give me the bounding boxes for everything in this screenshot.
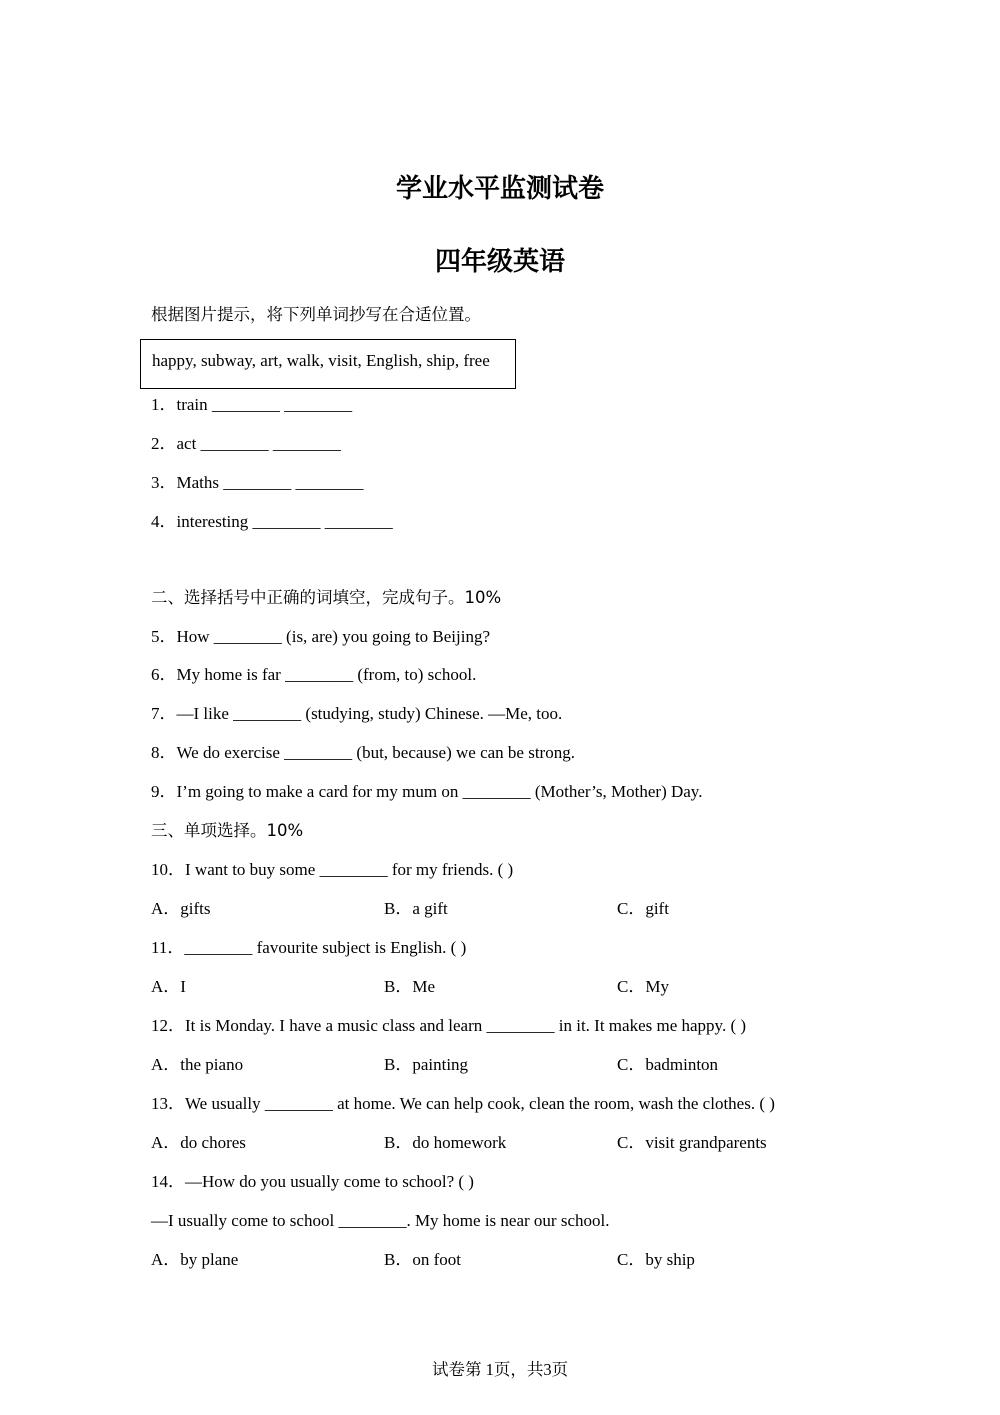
page-subtitle: 四年级英语: [434, 247, 565, 277]
page-title: 学业水平监测试卷: [395, 174, 604, 204]
question-12-option-c: C．badminton: [617, 1055, 719, 1074]
question-13-stem: 13．We usually ________ at home. We can help cook, clean the room, wash the clothes. ( ): [151, 1094, 775, 1113]
question-2: 2．act ________ ________: [151, 434, 341, 453]
word-bank-text: happy, subway, art, walk, visit, English, ship, free: [152, 351, 490, 370]
question-13-option-b: B．do homework: [384, 1133, 507, 1152]
question-14-stem: 14．—How do you usually come to school? ( ): [151, 1172, 474, 1191]
question-4: 4．interesting ________ ________: [151, 512, 393, 531]
page-number-footer: 试卷第 1页，共3页: [431, 1360, 569, 1379]
question-14-option-b: B．on foot: [384, 1250, 461, 1269]
question-8: 8．We do exercise ________ (but, because) we can be strong.: [151, 743, 575, 762]
question-6: 6．My home is far ________ (from, to) school.: [151, 665, 477, 684]
question-14-stem-reply: —I usually come to school ________. My home is near our school.: [151, 1211, 610, 1230]
question-12-option-b: B．painting: [384, 1055, 469, 1074]
question-10-option-a: A．gifts: [151, 899, 211, 918]
question-7: 7．—I like ________ (studying, study) Chinese. —Me, too.: [151, 704, 563, 723]
question-5: 5．How ________ (is, are) you going to Beijing?: [151, 627, 491, 646]
question-10-stem: 10．I want to buy some ________ for my friends. ( ): [151, 860, 514, 879]
section1-instruction: 根据图片提示，将下列单词抄写在合适位置。: [151, 305, 481, 324]
question-14-option-a: A．by plane: [151, 1250, 239, 1269]
question-11-stem: 11．________ favourite subject is English. ( ): [151, 938, 467, 957]
section2-heading: 二、选择括号中正确的词填空，完成句子。10%: [151, 588, 502, 607]
question-10-option-b: B．a gift: [384, 899, 448, 918]
question-13-option-a: A．do chores: [151, 1133, 246, 1152]
question-12-stem: 12．It is Monday. I have a music class and learn ________ in it. It makes me happy. ( ): [151, 1016, 747, 1035]
question-11-option-c: C．My: [617, 977, 669, 996]
question-9: 9．I’m going to make a card for my mum on ________ (Mother’s, Mother) Day.: [151, 782, 703, 801]
question-12-option-a: A．the piano: [151, 1055, 244, 1074]
question-3: 3．Maths ________ ________: [151, 473, 364, 492]
question-11-option-a: A．I: [151, 977, 186, 996]
question-11-option-b: B．Me: [384, 977, 435, 996]
section3-heading: 三、单项选择。10%: [151, 821, 304, 840]
question-1: 1．train ________ ________: [151, 395, 353, 414]
word-bank-box: [140, 339, 516, 389]
question-10-option-c: C．gift: [617, 899, 669, 918]
question-14-option-c: C．by ship: [617, 1250, 695, 1269]
question-13-option-c: C．visit grandparents: [617, 1133, 767, 1152]
